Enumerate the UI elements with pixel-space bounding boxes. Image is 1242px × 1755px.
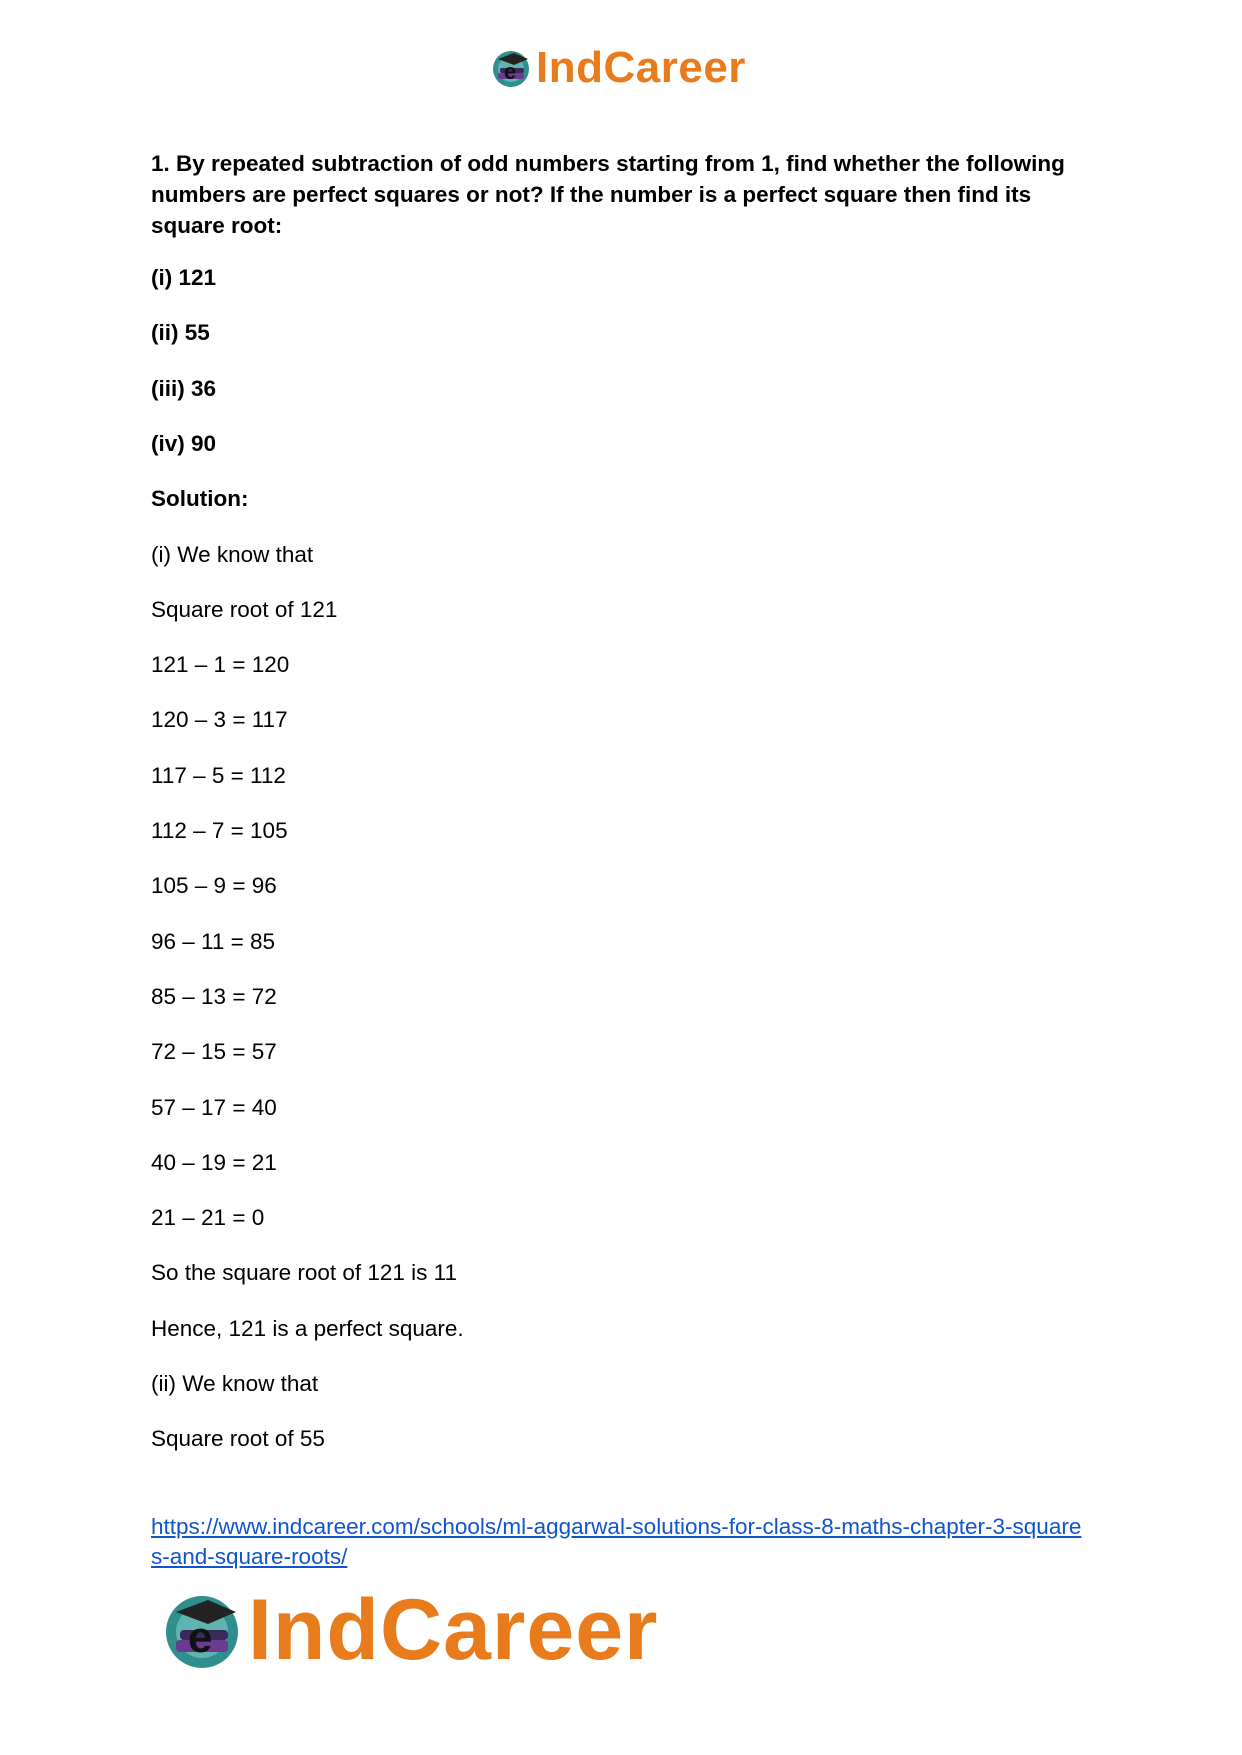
solution-line: 21 – 21 = 0 [151,1205,265,1230]
question-part: (i) 121 [151,265,217,290]
solution-line: 120 – 3 = 117 [151,707,288,732]
main-content [151,148,1096,241]
solution-line: (i) We know that [151,542,314,567]
question-part: (iii) 36 [151,376,217,401]
graduation-book-e-icon [160,1588,244,1672]
footer-logo [160,1582,659,1678]
svg-text:e: e [188,1613,213,1662]
question-part: (ii) 55 [151,320,210,345]
solution-line: 112 – 7 = 105 [151,818,288,843]
solution-line: Square root of 121 [151,597,338,622]
question-text: 1. By repeated subtraction of odd numbers starting from 1, find whether the following numbers are perfect squares or not? If the number is a perfect square then find its square root: [151,151,1065,238]
logo-wordmark: IndCareer [248,1582,659,1678]
solution-line: 121 – 1 = 120 [151,652,290,677]
solution-line: (ii) We know that [151,1371,319,1396]
solution-line: 40 – 19 = 21 [151,1150,277,1175]
source-link[interactable]: https://www.indcareer.com/schools/ml-aggarwal-solutions-for-class-8-maths-chapter-3-squares-and-square-roots/ [151,1514,1082,1569]
solution-line: 72 – 15 = 57 [151,1039,277,1064]
logo-wordmark: IndCareer [536,43,746,92]
question-part: (iv) 90 [151,431,217,456]
solution-line: 117 – 5 = 112 [151,763,286,788]
graduation-book-e-icon [490,47,532,89]
solution-line: So the square root of 121 is 11 [151,1260,458,1285]
solution-line: 57 – 17 = 40 [151,1095,277,1120]
solution-line: Hence, 121 is a perfect square. [151,1316,464,1341]
solution-line: 85 – 13 = 72 [151,984,277,1009]
svg-text:e: e [504,59,517,84]
solution-line: 96 – 11 = 85 [151,929,276,954]
solution-line: 105 – 9 = 96 [151,873,277,898]
solution-line: Square root of 55 [151,1426,325,1451]
solution-heading: Solution: [151,486,249,511]
header-logo [490,44,746,92]
